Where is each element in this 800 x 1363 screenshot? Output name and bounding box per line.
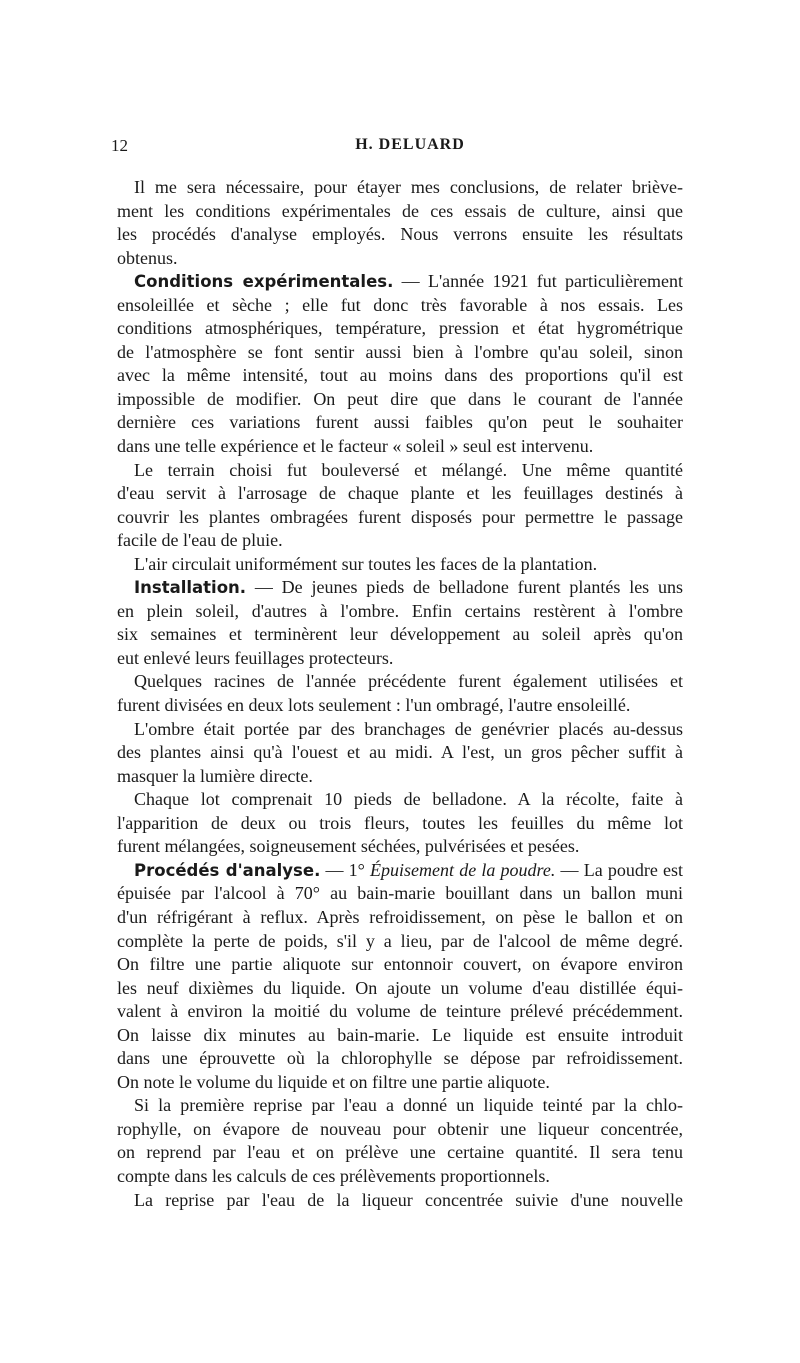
text-line <box>117 435 683 459</box>
text-run: épuisée par l'alcool à 70° au bain-marie bouillant dans un ballon muni <box>117 883 683 904</box>
text-line <box>117 1094 683 1118</box>
text-run: complète la perte de poids, s'il y a lieu, par de l'alcool de même degré. <box>117 930 683 951</box>
text-run: facile de l'eau de pluie. <box>117 530 283 551</box>
text-line <box>117 694 683 718</box>
text-run: dans une éprouvette où la chlorophylle se dépose par refroidissement. <box>117 1048 683 1069</box>
text-run: couvrir les plantes ombragées furent disposés pour permettre le passage <box>117 506 683 527</box>
text-line <box>117 529 683 553</box>
text-run: ment les conditions expérimentales de ces essais de culture, ainsi que <box>117 200 683 221</box>
text-line <box>117 930 683 954</box>
text-line <box>117 553 683 577</box>
text-line <box>117 647 683 671</box>
text-line <box>117 176 683 200</box>
text-line <box>117 576 683 600</box>
text-run: l'apparition de deux ou trois fleurs, toutes les feuilles du même lot <box>117 812 683 833</box>
text-run: furent divisées en deux lots seulement : l'un ombragé, l'autre ensoleillé. <box>117 695 631 716</box>
running-head: H. DELUARD <box>355 136 465 153</box>
text-run: impossible de modifier. On peut dire que dans le courant de l'année <box>117 388 683 409</box>
text-run: dernière ces variations furent aussi faibles qu'on peut le souhaiter <box>117 412 683 433</box>
text-run: On filtre une partie aliquote sur entonnoir couvert, on évapore environ <box>117 954 683 975</box>
text-line <box>117 977 683 1001</box>
text-line <box>117 741 683 765</box>
text-run: d'un réfrigérant à reflux. Après refroidissement, on pèse le ballon et on <box>117 906 683 927</box>
text-run: de l'atmosphère se font sentir aussi bien à l'ombre qu'au soleil, sinon <box>117 341 683 362</box>
text-line <box>117 388 683 412</box>
text-run: des plantes ainsi qu'à l'ouest et au midi. A l'est, un gros pêcher suffit à <box>117 742 683 763</box>
text-run: eut enlevé leurs feuillages protecteurs. <box>117 647 394 668</box>
text-line <box>117 906 683 930</box>
text-run: conditions atmosphériques, température, pression et état hygrométrique <box>117 318 683 339</box>
text-line <box>117 765 683 789</box>
text-run: L'ombre était portée par des branchages de genévrier placés au-dessus <box>134 718 683 739</box>
text-run: en plein soleil, d'autres à l'ombre. Enfin certains restèrent à l'ombre <box>117 600 683 621</box>
text-run: — L'année 1921 fut particulièrement <box>393 271 683 292</box>
text-line <box>117 294 683 318</box>
text-line <box>117 1000 683 1024</box>
text-line <box>117 506 683 530</box>
text-run: masquer la lumière directe. <box>117 765 313 786</box>
text-line <box>117 1071 683 1095</box>
text-run: compte dans les calculs de ces prélèvements proportionnels. <box>117 1165 550 1186</box>
text-line <box>117 882 683 906</box>
text-run: d'eau servit à l'arrosage de chaque plante et les feuillages destinés à <box>117 483 683 504</box>
text-run: Quelques racines de l'année précédente furent également utilisées et <box>134 671 683 692</box>
text-line <box>117 1141 683 1165</box>
text-run: valent à environ la moitié du volume de teinture prélevé précédemment. <box>117 1001 683 1022</box>
text-line <box>117 247 683 271</box>
text-run: Si la première reprise par l'eau a donné un liquide teinté par la chlo- <box>134 1095 683 1116</box>
section-heading: Conditions expérimentales. <box>134 272 394 292</box>
text-line <box>117 812 683 836</box>
text-line <box>117 600 683 624</box>
text-line <box>117 459 683 483</box>
text-line <box>117 270 683 294</box>
text-line <box>117 953 683 977</box>
text-line <box>117 835 683 859</box>
text-run: avec la même intensité, tout au moins dans des proportions qu'il est <box>117 365 683 386</box>
text-run: rophylle, on évapore de nouveau pour obtenir une liqueur concentrée, <box>117 1118 683 1139</box>
text-line <box>117 223 683 247</box>
text-line <box>117 623 683 647</box>
text-line <box>117 364 683 388</box>
text-line <box>117 1118 683 1142</box>
text-line <box>117 788 683 812</box>
text-run: — 1° <box>320 859 371 880</box>
text-line <box>117 411 683 435</box>
section-heading: Installation. <box>134 578 247 598</box>
text-run: — De jeunes pieds de belladone furent plantés les uns <box>246 577 683 598</box>
text-run: Chaque lot comprenait 10 pieds de belladone. A la récolte, faite à <box>134 789 683 810</box>
italic-subheading: Épuisement de la poudre. <box>370 859 556 880</box>
text-run: furent mélangées, soigneusement séchées, pulvérisées et pesées. <box>117 836 580 857</box>
text-line <box>117 1047 683 1071</box>
text-line <box>117 859 683 883</box>
text-line <box>117 1024 683 1048</box>
text-run: obtenus. <box>117 247 178 268</box>
text-run: Le terrain choisi fut bouleversé et mélangé. Une même quantité <box>134 459 683 480</box>
text-run: six semaines et terminèrent leur développement au soleil après qu'on <box>117 624 683 645</box>
text-line <box>117 200 683 224</box>
text-line <box>117 341 683 365</box>
body-text <box>117 176 683 1212</box>
text-line <box>117 670 683 694</box>
text-run: On note le volume du liquide et on filtre une partie aliquote. <box>117 1071 550 1092</box>
text-run: ensoleillée et sèche ; elle fut donc très favorable à nos essais. Les <box>117 294 683 315</box>
text-run: La reprise par l'eau de la liqueur concentrée suivie d'une nouvelle <box>134 1189 683 1210</box>
text-run: les procédés d'analyse employés. Nous verrons ensuite les résultats <box>117 224 683 245</box>
text-line <box>117 482 683 506</box>
text-line <box>117 317 683 341</box>
page-number: 12 <box>111 136 128 155</box>
text-run: Il me sera nécessaire, pour étayer mes conclusions, de relater briève- <box>134 177 683 197</box>
text-run: dans une telle expérience et le facteur « soleil » seul est intervenu. <box>117 436 594 457</box>
section-heading: Procédés d'analyse. <box>134 860 321 880</box>
text-line <box>117 1165 683 1189</box>
text-run: — La poudre est <box>555 859 683 880</box>
text-line <box>117 718 683 742</box>
text-line <box>117 1189 683 1213</box>
text-run: L'air circulait uniformément sur toutes les faces de la plantation. <box>134 553 598 574</box>
text-run: On laisse dix minutes au bain-marie. Le liquide est ensuite introduit <box>117 1024 683 1045</box>
text-run: les neuf dixièmes du liquide. On ajoute un volume d'eau distillée équi- <box>117 977 683 998</box>
text-run: on reprend par l'eau et on prélève une certaine quantité. Il sera tenu <box>117 1142 683 1163</box>
